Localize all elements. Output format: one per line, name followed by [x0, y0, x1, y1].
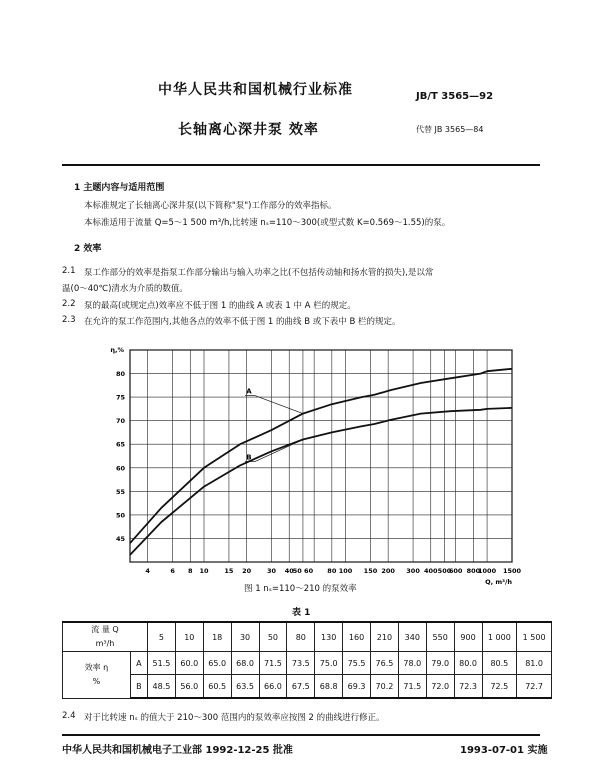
flow-header-label: 流 量 Q [91, 625, 119, 634]
y-tick-label: 75 [115, 393, 125, 402]
efficiency-value-cell: 60.0 [175, 652, 203, 675]
efficiency-value-cell: 80.5 [482, 652, 517, 675]
implementation-date: 1993-07-01 实施 [460, 745, 548, 756]
flow-value-cell: 550 [426, 622, 454, 652]
x-tick-label: 80 [327, 567, 337, 575]
clause-2-3: 在允许的泵工作范围内,其他各点的效率不低于图 1 的曲线 B 或下表中 B 栏的规定。 [84, 317, 401, 327]
row-label-a: A [130, 652, 147, 675]
efficiency-value-cell: 72.3 [454, 675, 482, 699]
flow-value-cell: 18 [203, 622, 231, 652]
clause-2-1-number: 2.1 [62, 266, 76, 276]
x-tick-label: 4 [145, 567, 150, 575]
flow-value-cell: 1 500 [517, 622, 552, 652]
row-label-b: B [130, 675, 147, 699]
efficiency-value-cell: 80.0 [454, 652, 482, 675]
header-rule [62, 164, 540, 166]
curve-label-b: B [246, 453, 252, 462]
x-tick-label: 800 [466, 567, 481, 575]
efficiency-value-cell: 81.0 [517, 652, 552, 675]
flow-value-cell: 5 [148, 622, 176, 652]
efficiency-value-cell: 56.0 [175, 675, 203, 699]
table-row-a [63, 652, 552, 675]
efficiency-value-cell: 72.5 [482, 675, 517, 699]
efficiency-value-cell: 76.5 [371, 652, 399, 675]
efficiency-header-cell [63, 652, 131, 699]
y-tick-label: 70 [115, 417, 125, 426]
x-tick-label: 300 [406, 567, 420, 575]
flow-value-cell: 900 [454, 622, 482, 652]
standard-code: JB/T 3565—92 [416, 91, 494, 102]
flow-value-cell: 160 [343, 622, 371, 652]
efficiency-table [62, 621, 552, 699]
x-tick-label: 500 [437, 567, 452, 575]
efficiency-value-cell: 78.0 [398, 652, 426, 675]
efficiency-header-label: 效率 η [84, 662, 109, 672]
section-1-title: 1 主题内容与适用范围 [74, 183, 165, 193]
efficiency-value-cell: 48.5 [148, 675, 176, 699]
efficiency-value-cell: 67.5 [287, 675, 315, 699]
x-tick-label: 30 [267, 567, 277, 575]
efficiency-value-cell: 68.0 [231, 652, 259, 675]
x-tick-label: 100 [338, 567, 353, 575]
x-tick-label: 50 60 [292, 567, 314, 575]
x-tick-label: 6 [170, 567, 175, 575]
flow-value-cell: 80 [287, 622, 315, 652]
efficiency-value-cell: 60.5 [203, 675, 231, 699]
annotation-leader [255, 440, 303, 462]
efficiency-value-cell: 63.5 [231, 675, 259, 699]
efficiency-value-cell: 51.5 [148, 652, 176, 675]
approval-note: 中华人民共和国机械电子工业部 1992-12-25 批准 [62, 745, 293, 756]
y-tick-label: 60 [115, 464, 125, 473]
flow-value-cell: 10 [175, 622, 203, 652]
issuing-org: 中华人民共和国机械行业标准 [158, 82, 353, 98]
document-title: 长轴离心深井泵 效率 [178, 122, 319, 138]
clause-2-4: 对于比转速 nₛ 的值大于 210～300 范围内的泵效率应按图 2 的曲线进行修正。 [84, 713, 385, 723]
efficiency-chart [0, 338, 600, 586]
efficiency-value-cell: 75.0 [315, 652, 343, 675]
flow-header-cell [63, 622, 148, 652]
flow-value-cell: 50 [259, 622, 287, 652]
x-tick-label: 20 [242, 567, 252, 575]
clause-2-1-line-1: 泵工作部分的效率是指泵工作部分输出与输入功率之比(不包括传动轴和扬水管的损失),是以常 [84, 268, 434, 278]
y-axis-label: η,% [110, 346, 124, 354]
table-header-row [63, 622, 552, 652]
figure-caption: 图 1 nₛ=110～210 的泵效率 [244, 584, 357, 594]
x-tick-label: 1000 [478, 567, 497, 575]
x-tick-label: 1500 [502, 567, 522, 575]
y-tick-label: 50 [115, 511, 125, 520]
y-tick-label: 55 [115, 487, 125, 496]
efficiency-value-cell: 66.0 [259, 675, 287, 699]
flow-value-cell: 210 [371, 622, 399, 652]
section-1-para-2: 本标准适用于流量 Q=5～1 500 m³/h,比转速 nₛ=110～300(或型式数 K=0.569～1.55)的泵。 [84, 218, 451, 228]
annotation-leader [255, 396, 303, 414]
section-2-title: 2 效率 [74, 244, 102, 254]
curve-b [130, 408, 512, 555]
flow-value-cell: 1 000 [482, 622, 517, 652]
efficiency-value-cell: 75.5 [343, 652, 371, 675]
y-tick-label: 80 [115, 370, 125, 379]
clause-2-2-number: 2.2 [62, 299, 76, 309]
clause-2-4-number: 2.4 [62, 711, 76, 721]
flow-value-cell: 340 [398, 622, 426, 652]
footer-rule [62, 734, 540, 736]
x-tick-label: 10 [199, 567, 209, 575]
y-tick-label: 65 [115, 440, 125, 449]
efficiency-value-cell: 73.5 [287, 652, 315, 675]
flow-header-unit: m³/h [95, 639, 115, 648]
efficiency-value-cell: 69.3 [343, 675, 371, 699]
table-title: 表 1 [292, 608, 311, 618]
efficiency-value-cell: 72.0 [426, 675, 454, 699]
efficiency-value-cell: 70.2 [371, 675, 399, 699]
section-1-para-1: 本标准规定了长轴离心深井泵(以下简称"泵")工作部分的效率指标。 [84, 201, 337, 211]
curve-label-a: A [246, 387, 252, 396]
efficiency-value-cell: 68.8 [315, 675, 343, 699]
clause-2-3-number: 2.3 [62, 315, 76, 325]
efficiency-value-cell: 79.0 [426, 652, 454, 675]
table-row-b [63, 675, 552, 699]
x-tick-label: 600 [448, 567, 463, 575]
x-tick-label: 400 [423, 567, 438, 575]
x-tick-label: 40 [284, 567, 294, 575]
efficiency-value-cell: 72.7 [517, 675, 552, 699]
clause-2-2: 泵的最高(或规定点)效率应不低于图 1 的曲线 A 或表 1 中 A 栏的规定。 [84, 301, 356, 311]
efficiency-header-unit: % [92, 676, 101, 686]
plot-frame [130, 350, 512, 562]
y-tick-label: 45 [115, 534, 125, 543]
efficiency-value-cell: 71.5 [259, 652, 287, 675]
replaces-note: 代替 JB 3565—84 [416, 125, 484, 134]
flow-value-cell: 130 [315, 622, 343, 652]
clause-2-1-line-2: 温(0～40℃)清水为介质的数值。 [62, 284, 188, 294]
curve-a [130, 369, 512, 543]
efficiency-value-cell: 71.5 [398, 675, 426, 699]
x-tick-label: 15 [224, 567, 234, 575]
x-tick-label: 8 [188, 567, 193, 575]
x-tick-label: 200 [381, 567, 395, 575]
flow-value-cell: 30 [231, 622, 259, 652]
x-tick-label: 150 [363, 567, 378, 575]
efficiency-value-cell: 65.0 [203, 652, 231, 675]
x-axis-label: Q, m³/h [485, 578, 512, 586]
